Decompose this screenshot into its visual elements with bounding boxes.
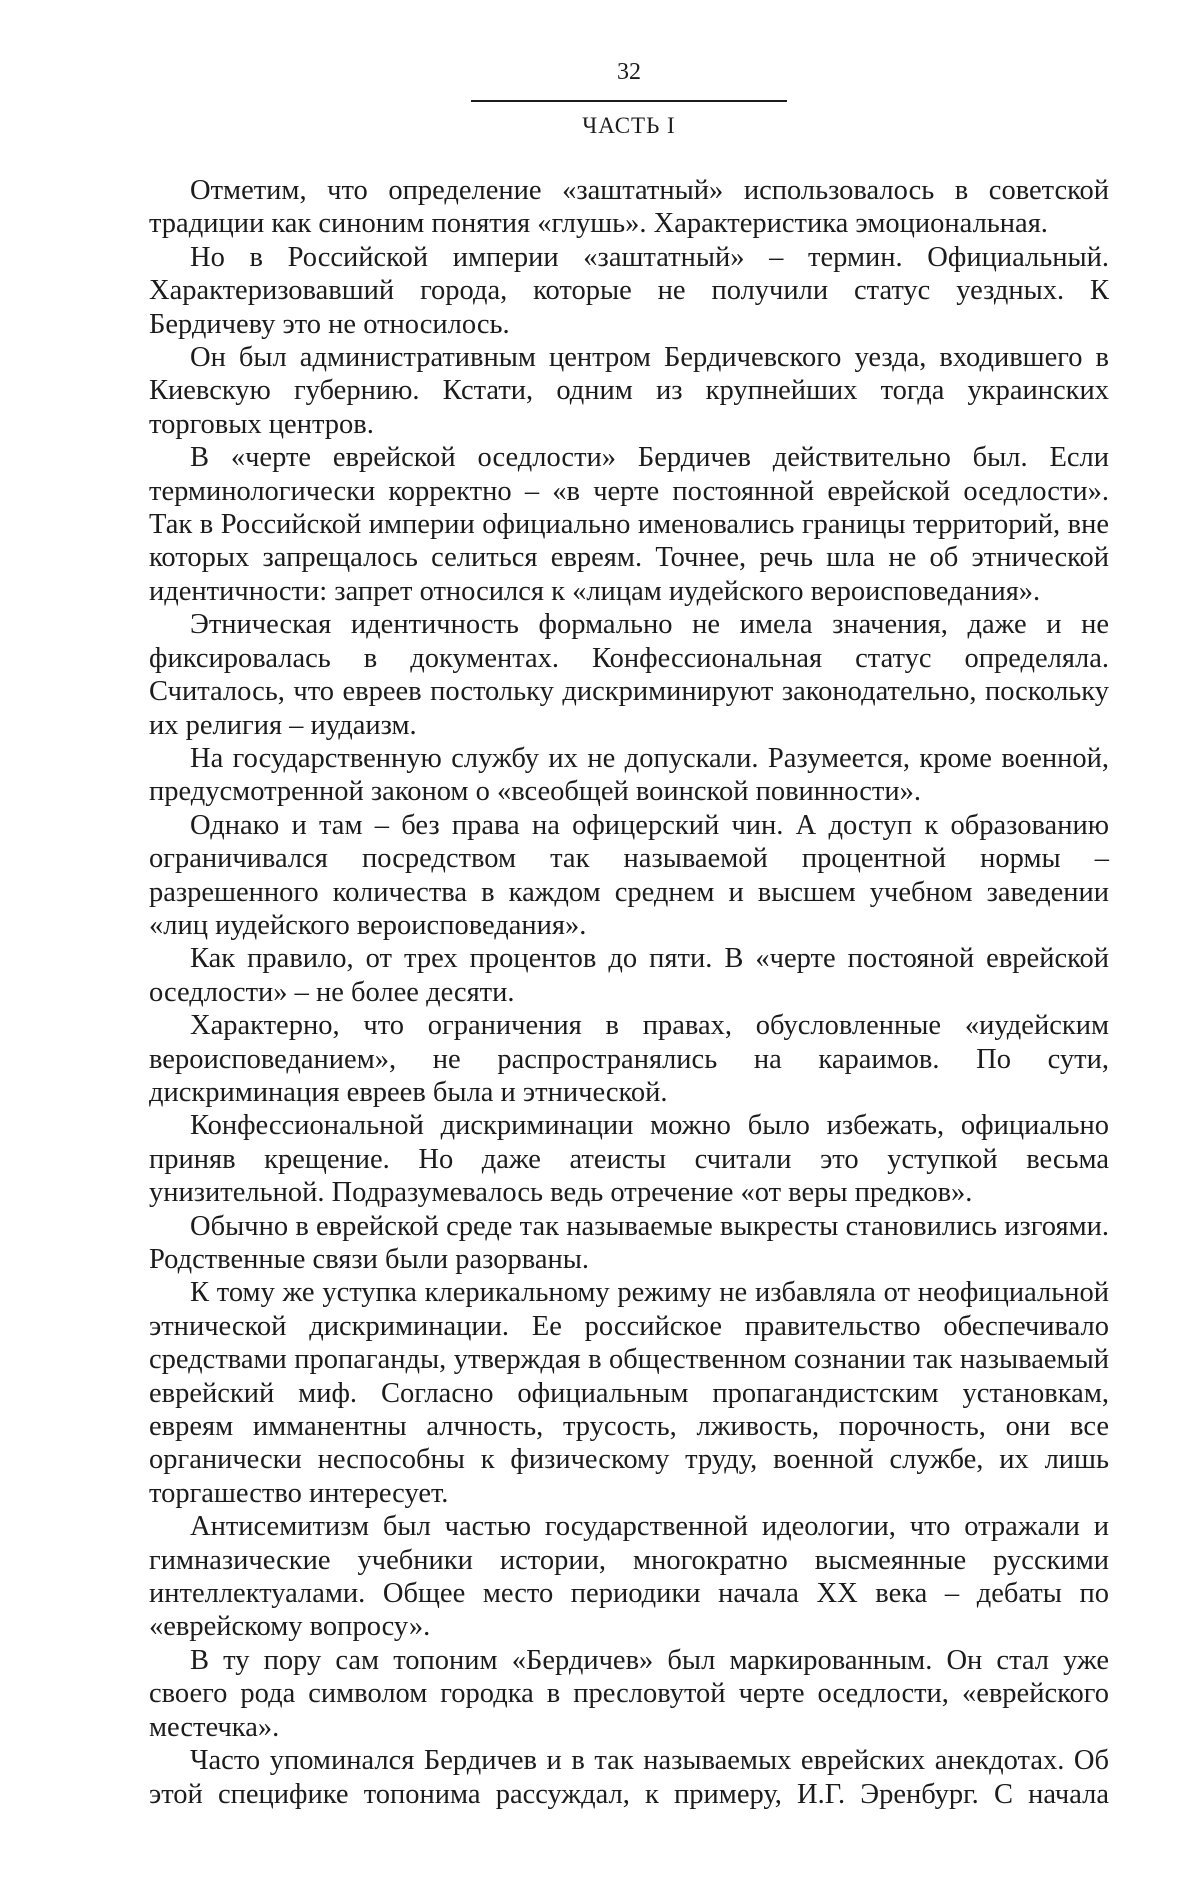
paragraph: К тому же уступка клерикальному режиму не избавляла от неофициальной этнической дискриминации. Ее российское правительство обеспечивало средствами пропаганды, утверждая в общественном сознании так называемый еврейский миф. Согласно официальным пропагандистским установкам, евреям имманентны алчность, трусость, лживость, порочность, они все органически неспособны к физическому труду, военной службе, их лишь торгашество интересует. (149, 1277, 1109, 1509)
paragraph: Этническая идентичность формально не имела значения, даже и не фиксировалась в документах. Конфессиональная статус определяла. Считалось, что евреев постольку дискриминируют законодательно, поскольку их религия – иудаизм. (149, 609, 1109, 741)
paragraph: Антисемитизм был частью государственной идеологии, что отражали и гимназические учебники истории, многократно высмеянные русскими интеллектуалами. Общее место периодики начала XX века – дебаты по «еврейскому вопросу». (149, 1511, 1109, 1643)
paragraph: На государственную службу их не допускали. Разумеется, кроме военной, предусмотренной законом о «всеобщей воинской повинности». (149, 742, 1109, 808)
paragraph: Однако и там – без права на офицерский чин. А доступ к образованию ограничивался посредством так называемой процентной нормы – разрешенного количества в каждом среднем и высшем учебном заведении «лиц иудейского вероисповедания». (149, 809, 1109, 941)
paragraph: Как правило, от трех процентов до пяти. В «черте постояной еврейской оседлости» – не более десяти. (149, 943, 1109, 1008)
paragraph: Конфессиональной дискриминации можно было избежать, официально приняв крещение. Но даже атеисты считали это уступкой весьма унизительной. Подразумевалось ведь отречение «от веры предков». (149, 1110, 1109, 1209)
paragraph: Характерно, что ограничения в правах, обусловленные «иудейским вероисповеданием», не распространялись на караимов. По сути, дискриминация евреев была и этнической. (149, 1010, 1109, 1108)
paragraph: Часто упоминался Бердичев и в так называемых еврейских анекдотах. Об этой специфике топонима рассуждал, к примеру, И.Г. Эренбург. С начала (149, 1745, 1109, 1810)
paragraph: Он был административным центром Бердичевского уезда, входившего в Киевскую губернию. Кстати, одним из крупнейших тогда украинских торговых центров. (149, 342, 1109, 440)
body-text (149, 174, 1109, 1811)
book-page (149, 0, 1109, 1811)
header-rule (471, 100, 787, 102)
paragraph: В ту пору сам топоним «Бердичев» был маркированным. Он стал уже своего рода символом городка в пресловутой черте оседлости, «еврейского местечка». (149, 1644, 1109, 1743)
paragraph: В «черте еврейской оседлости» Бердичев действительно был. Если терминологически корректно – «в черте постоянной еврейской оседлости». Так в Российской империи официально именовались границы территорий, вне которых запрещалось селиться евреям. Точнее, речь шла не об этнической идентичности: запрет относился к «лицам иудейского вероисповедания». (149, 442, 1109, 607)
page-number: 32 (617, 59, 641, 85)
section-title: ЧАСТЬ I (582, 113, 676, 138)
running-head (149, 0, 1109, 140)
paragraph: Но в Российской империи «заштатный» – термин. Официальный. Характеризовавший города, которые не получили статус уездных. К Бердичеву это не относилось. (149, 241, 1109, 340)
paragraph: Обычно в еврейской среде так называемые выкресты становились изгоями. Родственные связи были разорваны. (149, 1210, 1109, 1275)
paragraph: Отметим, что определение «заштатный» использовалось в советской традиции как синоним понятия «глушь». Характеристика эмоциональная. (149, 175, 1109, 240)
